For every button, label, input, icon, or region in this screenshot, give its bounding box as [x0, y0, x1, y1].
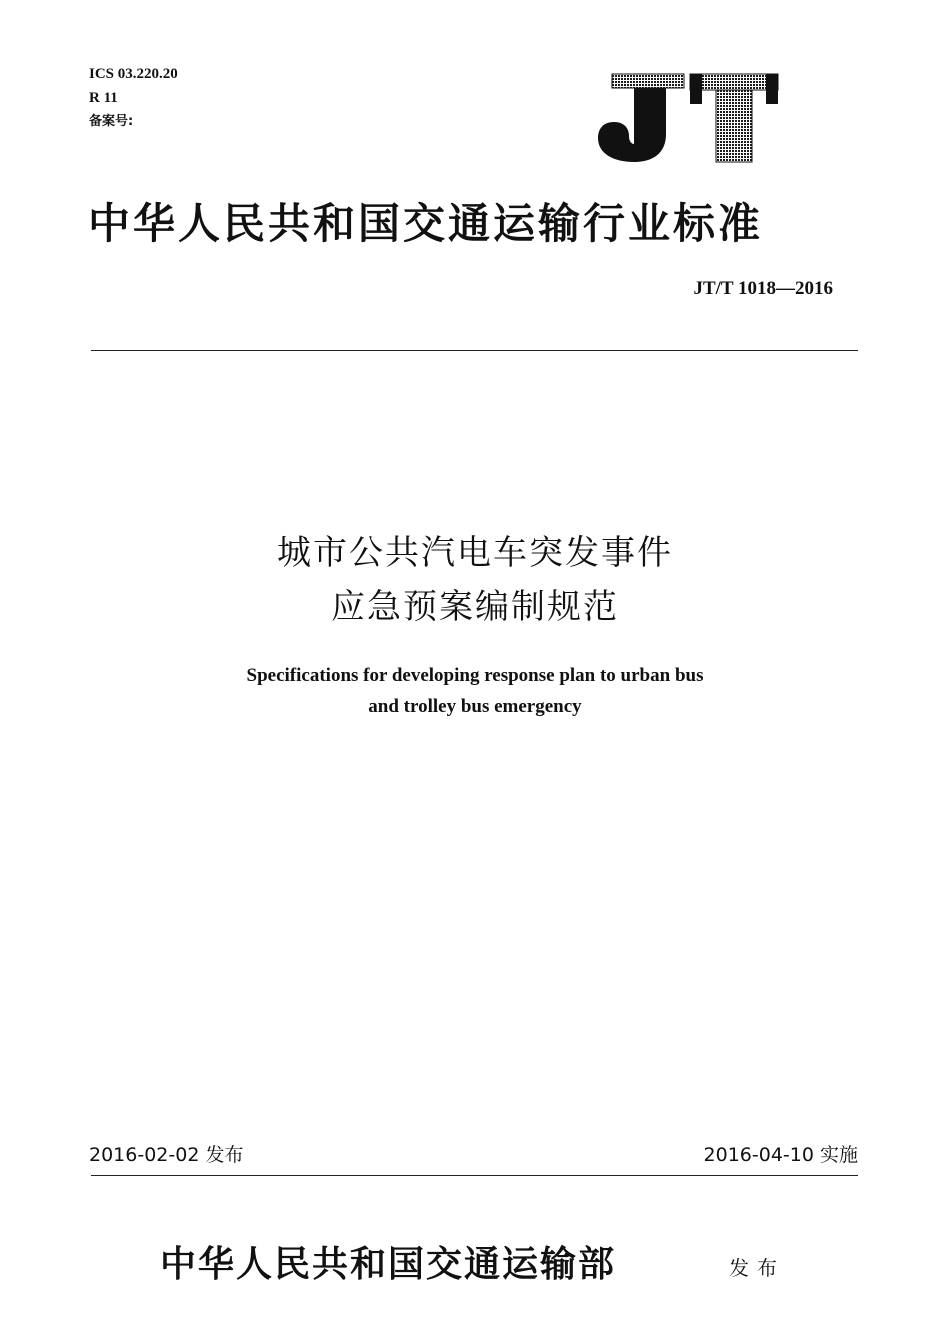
filing-number-label: 备案号:: [89, 114, 134, 129]
ccs-code: R 11: [89, 90, 118, 106]
english-title-line-2: and trolley bus emergency: [368, 696, 582, 717]
english-title-line-1: Specifications for developing response plan to urban bus: [246, 665, 704, 686]
bottom-divider: [91, 1175, 858, 1176]
classification-block: [89, 62, 178, 134]
industry-standard-title: 中华人民共和国交通运输行业标准: [88, 199, 764, 248]
implementation-date: 2016-04-10 实施: [703, 1144, 858, 1166]
chinese-title-line-2: 应急预案编制规范: [331, 587, 619, 627]
publisher-name: 中华人民共和国交通运输部: [160, 1243, 617, 1285]
standard-number: JT/T 1018—2016: [693, 278, 833, 299]
jt-logo: [594, 72, 780, 164]
top-divider: [91, 350, 858, 351]
chinese-title-line-1: 城市公共汽电车突发事件: [277, 533, 673, 573]
issue-date: 2016-02-02 发布: [89, 1144, 244, 1166]
publish-label: 发布: [729, 1256, 785, 1280]
ics-code: ICS 03.220.20: [89, 66, 178, 82]
